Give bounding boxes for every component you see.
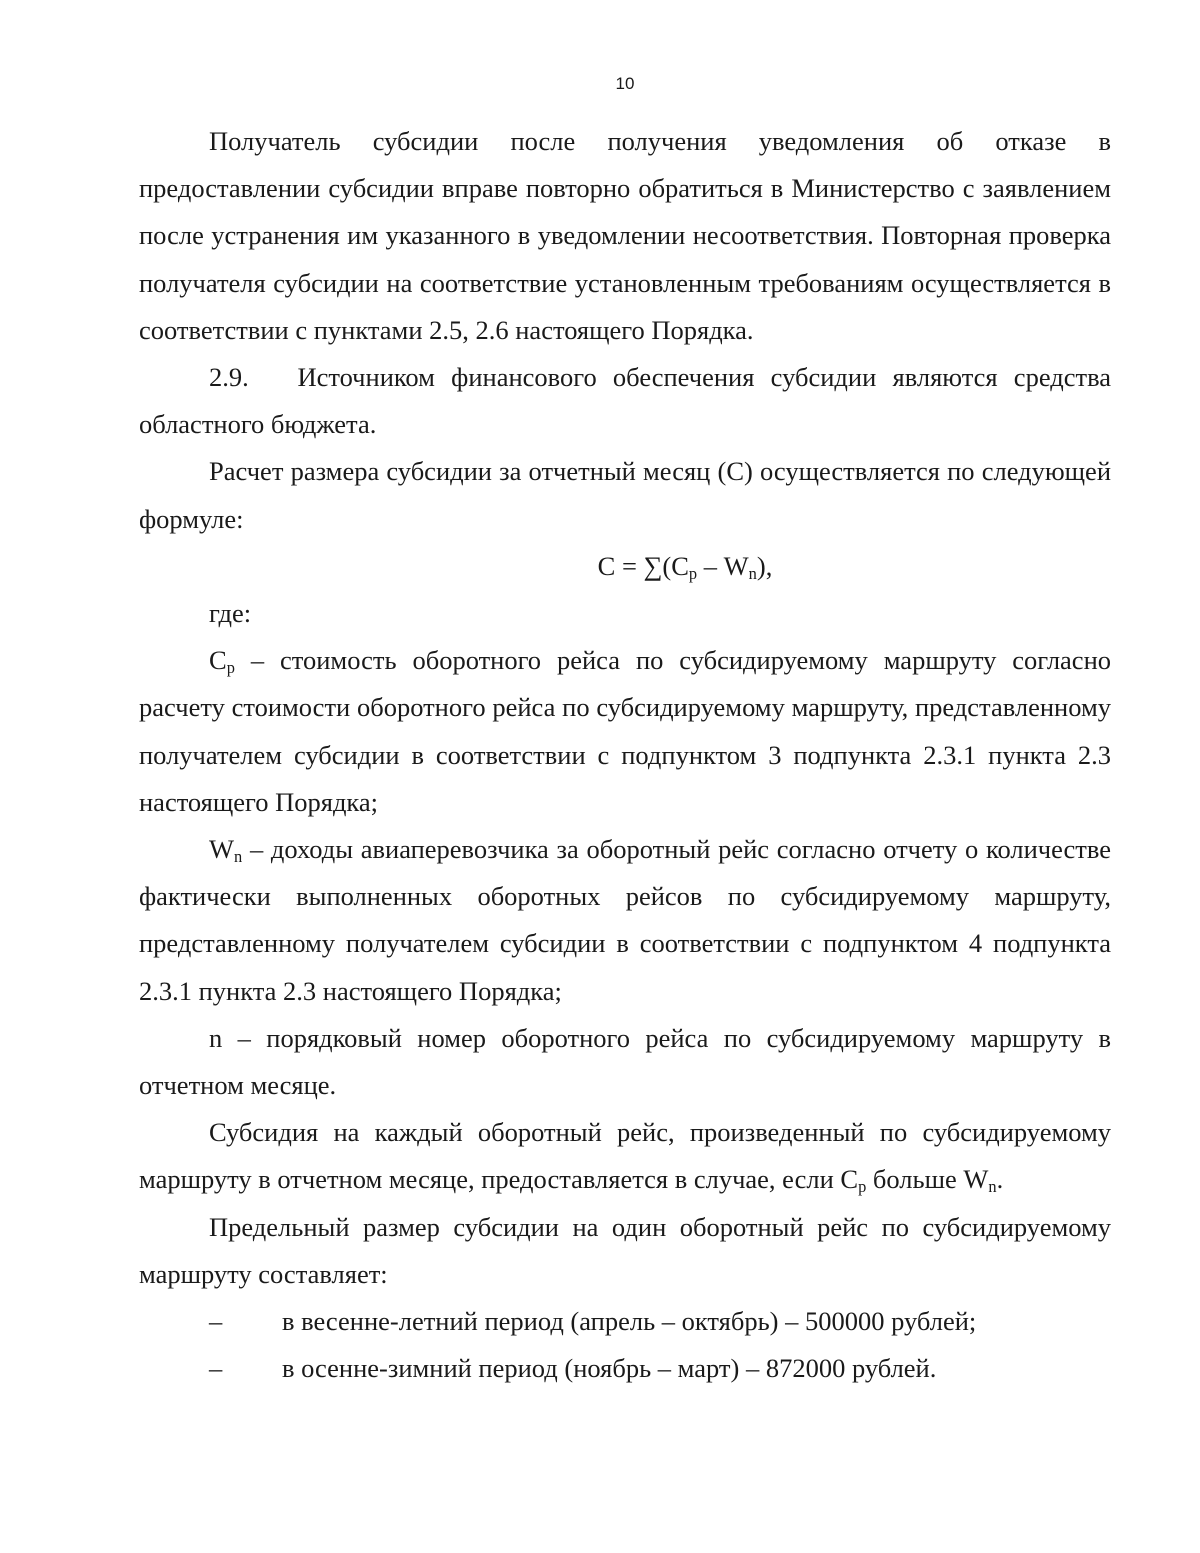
paragraph-2-9 [139, 354, 1111, 448]
list-item-text: в осенне-зимний период (ноябрь – март) – 872000 рублей. [282, 1353, 937, 1384]
definition-wn [139, 826, 1111, 1015]
list-dash: – [209, 1306, 223, 1337]
document-body [139, 118, 1111, 1392]
clause-text: Источником финансового обеспечения субсидии являются средства областного бюджета. [139, 362, 1111, 440]
where-label: где: [209, 598, 252, 629]
cp-subscript: р [226, 658, 235, 678]
cp-symbol: С [209, 645, 227, 676]
formula-sub-p: р [688, 563, 698, 583]
list-item-text: в весенне-летний период (апрель – октябрь) – 500000 рублей; [282, 1306, 977, 1337]
cp-text: – стоимость оборотного рейса по субсидируемому маршруту согласно расчету стоимости оборотного рейса по субсидируемому маршруту, представленному получателем субсидии в соответствии с подпунктом 3 подпункта 2.3.1 пункта 2.3 настоящего Порядка; [139, 645, 1111, 817]
wn-text: – доходы авиаперевозчика за оборотный рейс согласно отчету о количестве фактически выполненных оборотных рейсов по субсидируемому маршруту, представленному получателем субсидии в соответствии с подпунктом 4 подпункта 2.3.1 пункта 2.3 настоящего Порядка; [139, 834, 1111, 1006]
paragraph-subsidy-condition [139, 1109, 1111, 1203]
formula-right: ), [756, 550, 773, 581]
condition-text-2: больше W [866, 1164, 989, 1195]
condition-text-3: . [996, 1164, 1004, 1195]
definition-n: n – порядковый номер оборотного рейса по субсидируемому маршруту в отчетном месяце. [139, 1022, 1111, 1101]
list-item [139, 1345, 1111, 1392]
list-item [139, 1298, 1111, 1345]
paragraph-repeat-application: Получатель субсидии после получения уведомления об отказе в предоставлении субсидии вправе повторно обратиться в Министерство с заявлением после устранения им указанного в уведомлении несоответствия. Повторная проверка получателя субсидии на соответствие установленным требованиям осуществляется в соответствии с пунктами 2.5, 2.6 настоящего Порядка. [139, 126, 1111, 345]
wn-subscript: n [234, 847, 243, 867]
page-number: 10 [615, 74, 635, 93]
formula-left: С = ∑(С [597, 550, 689, 581]
formula-mid: – W [697, 550, 749, 581]
paragraph-calculation-intro: Расчет размера субсидии за отчетный месяц (С) осуществляется по следующей формуле: [139, 456, 1111, 534]
definition-cp [139, 637, 1111, 826]
condition-text-1: Субсидия на каждый оборотный рейс, произведенный по субсидируемому маршруту в отчетном месяце, предоставляется в случае, если С [139, 1117, 1111, 1195]
subsidy-formula [139, 543, 1111, 590]
clause-number: 2.9. [209, 362, 249, 393]
list-dash: – [209, 1353, 223, 1384]
paragraph-max-subsidy: Предельный размер субсидии на один оборотный рейс по субсидируемому маршруту составляет: [139, 1211, 1111, 1289]
formula-sub-n: n [748, 563, 757, 583]
wn-symbol: W [209, 834, 235, 865]
condition-sub-n: n [988, 1177, 997, 1197]
condition-sub-p: р [858, 1177, 867, 1197]
